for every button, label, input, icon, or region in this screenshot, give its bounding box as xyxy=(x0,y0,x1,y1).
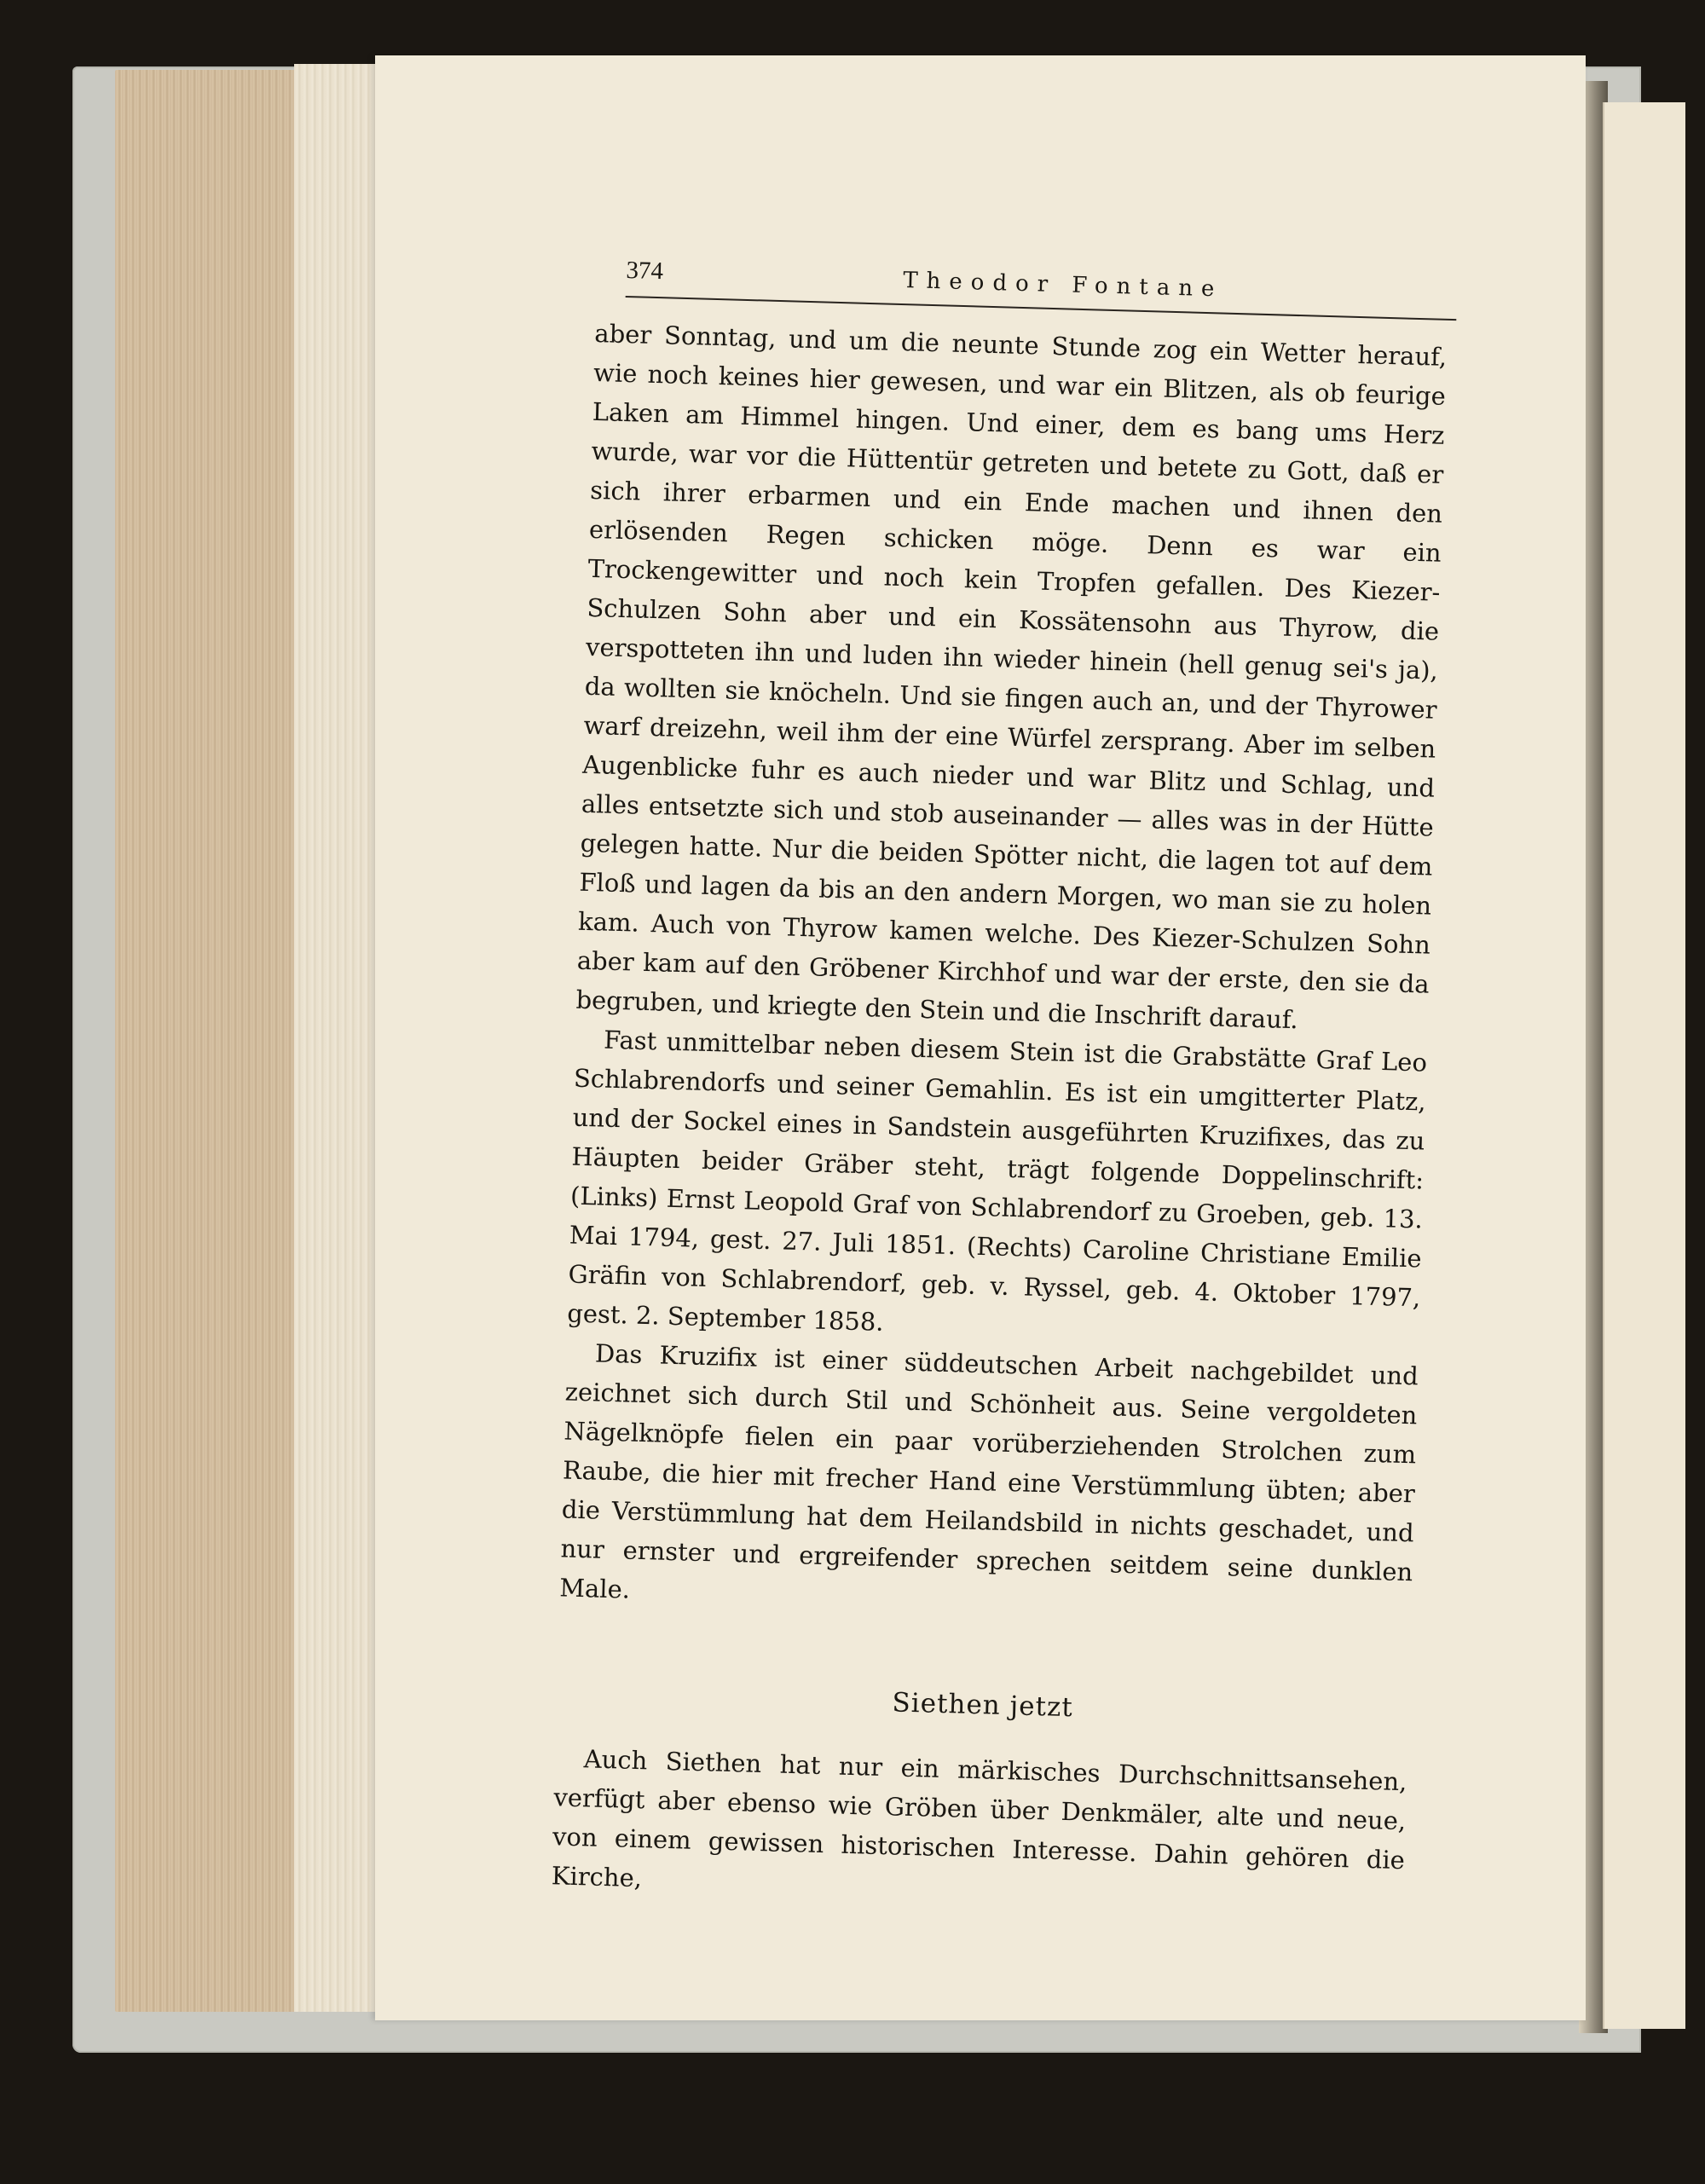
paragraph: Auch Siethen hat nur ein märkisches Durchschnittsansehen, verfügt aber ebenso wie Gröben über Denkmäler, alte und neue, von einem gewissen historischen Interesse. Dahin gehören die Kirche, xyxy=(551,1744,1407,1893)
paragraph: aber Sonntag, und um die neunte Stunde zog ein Wetter herauf, wie noch keines hier gewesen, und war ein Blitzen, als ob feurige Laken am Himmel hingen. Und einer, dem es bang ums Herz wurde, war vor die Hüttentür getreten und betete zu Gott, daß er sich ihrer erbarmen und ein Ende machen und ihnen den erlösenden Regen schicken möge. Denn es war ein Trockengewitter und noch kein Tropfen gefallen. Des Kiezer-Schulzen Sohn aber und ein Kossätensohn aus Thyrow, die verspotteten ihn und luden ihn wieder hinein (hell genug sei's ja), da wollten sie knöcheln. Und sie fingen auch an, und der Thyrower warf dreizehn, weil ihm der eine Würfel zersprang. Aber im selben Augenblicke fuhr es auch nieder und war Blitz und Schlag, und alles entsetzte sich und stob auseinander — alles was in der Hütte gelegen hatte. Nur die beiden Spötter nicht, die lagen tot auf dem Floß und lagen da bis an den andern Morgen, wo man sie zu holen kam. Auch von Thyrow kamen welche. Des Kiezer-Schulzen Sohn aber kam auf den Gröbener Kirchhof und war der erste, den sie da begruben, und kriegte den Stein und die Inschrift darauf. xyxy=(575,318,1448,1035)
paragraph: Das Kruzifix ist einer süddeutschen Arbeit nachgebildet und zeichnet sich durch Stil und Schönheit aus. Seine vergoldeten Nägelknöpfe fielen ein paar vorüberziehenden Strolchen zum Raube, die hier mit frecher Hand eine Verstümmlung übten; aber die Verstümmlung hat dem Heilandsbild in nichts geschadet, und nur ernster und ergreifender sprechen seitdem seine dunklen Male. xyxy=(558,1338,1419,1604)
page-content xyxy=(551,256,1457,1919)
section-heading: Siethen jetzt xyxy=(892,1687,1074,1724)
page-block-edges xyxy=(115,70,320,2012)
page-number: 374 xyxy=(626,256,664,286)
paragraph: Fast unmittelbar neben diesem Stein ist die Grabstätte Graf Leo Schlabrendorfs und seiner Gemahlin. Es ist ein umgitterter Platz, und der Sockel eines in Sandstein ausgeführten Kruzifixes, das zu Häupten beider Gräber steht, trägt folgende Doppelinschrift: (Links) Ernst Leopold Graf von Schlabrendorf zu Groeben, geb. 13. Mai 1794, gest. 27. Juli 1851. (Rechts) Caroline Christiane Emilie Gräfin von Schlabrendorf, geb. v. Ryssel, geb. 4. Oktober 1797, gest. 2. September 1858. xyxy=(566,1025,1428,1337)
facing-page-edge xyxy=(1603,102,1685,2029)
body-text xyxy=(551,314,1447,1919)
running-title: Theodor Fontane xyxy=(902,268,1223,303)
